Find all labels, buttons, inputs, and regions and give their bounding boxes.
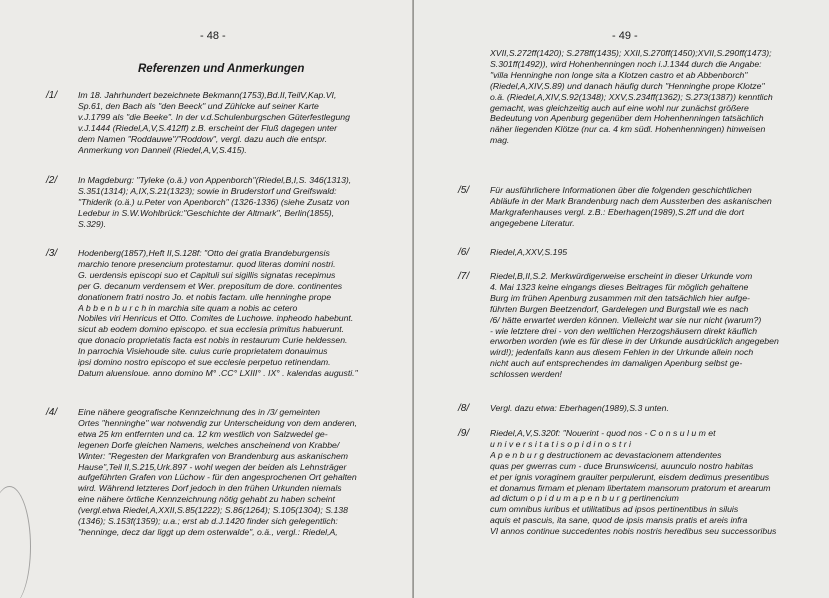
text-line: Nobiles viri Henricus et Otto. Comites de Luchowe. inpheodo habebunt. xyxy=(78,313,354,324)
text-line: Burg im frühen Apenburg zusammen mit den tatsächlich hier aufge- xyxy=(490,292,750,303)
page-curl-mark xyxy=(0,486,31,598)
text-line: VI annos continue succedentes nobis nostris heredibus seu successoribus xyxy=(490,526,777,537)
footnote-text xyxy=(78,90,394,155)
footnote-ref: /7/ xyxy=(458,271,470,282)
text-line: Vergl. dazu etwa: Eberhagen(1989),S.3 unten. xyxy=(490,403,669,413)
text-line: Für ausführlichere Informationen über die folgenden geschichtlichen xyxy=(490,185,752,195)
text-line: Im 18. Jahrhundert bezeichnete Bekmann(1753),Bd.II,TeilV,Kap.VI, xyxy=(78,90,337,100)
footnote-text xyxy=(490,428,806,537)
text-line: S.301ff(1492)), wird Hohenhenningen noch i.J.1344 durch die Angabe: xyxy=(490,58,762,69)
footnote-text xyxy=(490,185,806,229)
footnote-text xyxy=(490,247,806,258)
text-line: que donacio proprietatis facta est nobis in restaurum Curie heldessen. xyxy=(78,335,348,346)
text-line: gemacht, was gleichzeitig auch auf eine wohl nur zunächst größere xyxy=(490,102,749,113)
text-line: Ortes "henninghe" war notwendig zur Unterscheidung von dem anderen, xyxy=(78,417,358,428)
text-line: Markgrafenhauses vergl. z.B.: Eberhagen(1989),S.2ff und die dort xyxy=(490,206,745,217)
text-line: Sp.61, den Bach als "den Beeck" und Zühlcke auf seiner Karte xyxy=(78,100,319,111)
text-line: "villa Henninghe non longe sita a Klotzen castro et ab Abbenborch" xyxy=(490,69,748,80)
text-line: /6/ hätte erwartet werden können. Vielleicht war sie nur nicht (warum?) xyxy=(490,314,762,325)
text-line: In Magdeburg: "Tyleke (o.ä.) von Appenborch"(Riedel,B,I,S. 346(1313), xyxy=(78,175,352,185)
footnote-ref: /8/ xyxy=(458,403,470,414)
text-line: Abläufe in der Mark Brandenburg nach dem Aussterben des askanischen xyxy=(490,195,772,206)
text-line: aquis et pascuis, ita sane, quod de ipsis mansis pratis et areis infra xyxy=(490,515,748,526)
text-line: cum omnibus iuribus et utilitatibus ad ipsos pertinentibus in siluis xyxy=(490,504,739,515)
text-line: schlossen werden! xyxy=(490,369,562,380)
text-line: Ledebur in S.W.Wohlbrück:"Geschichte der Altmark", Berlin(1855), xyxy=(78,207,335,218)
text-line: führten Burgen Beetzendorf, Gardelegen und Burgstall wie es nach xyxy=(490,303,749,314)
text-line: nicht auch auf entsprechendes im damaligen Apenburg selbst ge- xyxy=(490,358,743,369)
text-line: Anmerkung von Danneil (Riedel,A,V,S.415). xyxy=(78,144,247,155)
text-line: donationem fratri nostro Jo. et nobis factam. ulle henninghe prope xyxy=(78,291,332,302)
footnote-text xyxy=(78,175,394,230)
text-line: dem Namen "Roddauwe"/"Roddow", vergl. dazu auch die entspr. xyxy=(78,133,328,144)
text-line: Eine nähere geografische Kennzeichnung des in /3/ gemeinten xyxy=(78,407,320,417)
text-line: ipsi domino nostro episcopo et sue ecclesie perpetuo retinendam. xyxy=(78,357,331,368)
text-line: marchio tenore presencium protestamur. quod literas domini nostri. xyxy=(78,258,336,269)
text-line: S.329). xyxy=(78,218,107,229)
text-line: v.J.1799 als "die Beeke". In der v.d.Schulenburgschen Güterfestlegung xyxy=(78,111,350,122)
text-line: Hodenberg(1857),Heft II,S.128f: "Otto dei gratia Brandeburgensis xyxy=(78,248,330,258)
text-line: G. uerdensis episcopi suo et Capituli sui sigillis signatas recepimus xyxy=(78,269,336,280)
text-line: mag. xyxy=(490,135,510,146)
footnote-text xyxy=(490,48,806,146)
footnote-text xyxy=(490,271,806,380)
text-line: Bedeutung von Apenburg gegenüber dem Hohenhenningen tatsächlich xyxy=(490,113,764,124)
left-page xyxy=(0,0,414,598)
text-line: - wie letztere drei - von den weltlichen Herzogshäusern direkt käuflich xyxy=(490,325,758,336)
text-line: In parrochia Visiehoude site. cuius curie proprietatem donauimus xyxy=(78,346,328,357)
text-line: et per ignis voraginem grauiter perpulerunt, eisdem dedimus presentibus xyxy=(490,471,770,482)
text-line: u n i v e r s i t a t i s o p i d i n o s t r i xyxy=(490,438,631,449)
text-line: näher liegenden Klötze (nur ca. 4 km südl. Hohenhenningen) hinweisen xyxy=(490,124,766,135)
text-line: angegebene Literatur. xyxy=(490,217,575,228)
text-line: Datum aluensloue. anno domino M° .CC° LXIII° . IX° . kalendas augusti." xyxy=(78,367,358,378)
text-line: Hause",Teil II,S.215,Urk.897 - wohl wegen der beiden als Lehnsträger xyxy=(78,461,347,472)
text-line: per G. decanum verdensem et Wer. prepositum de dore. continentes xyxy=(78,280,343,291)
text-line: wird!); jedenfalls kann aus diesem Fehlen in der Urkunde allein noch xyxy=(490,347,754,358)
text-line: Riedel,A,V,S.320f: "Nouerint - quod nos - C o n s u l u m et xyxy=(490,428,716,438)
text-line: legenen Dorfe gleichen Namens, welches anscheinend von Krabbe/ xyxy=(78,439,340,450)
right-page xyxy=(414,0,829,598)
text-line: v.J.1444 (Riedel,A,V,S.412ff) z.B. erscheint der Fluß dagegen unter xyxy=(78,122,337,133)
footnote-ref: /6/ xyxy=(458,247,470,258)
footnote-text xyxy=(78,248,394,379)
text-line: "Thiderik (o.ä.) u.Peter von Apenborch" (1326-1336) (siehe Zusatz von xyxy=(78,196,350,207)
footnote-text xyxy=(490,403,806,414)
footnote-ref: /5/ xyxy=(458,185,470,196)
text-line: A b b e n b u r c h in marchia site quam a nobis ac cetero xyxy=(78,302,298,313)
text-line: wird. Während letzteres Dorf jedoch in den frühen Urkunden niemals xyxy=(78,483,342,494)
text-line: XVII,S.272ff(1420); S.278ff(1435); XXII,S.270ff(1450);XVII,S.290ff(1473); xyxy=(490,48,772,58)
text-line: "henninge, decz dar liggt up dem osterwalde", o.ä., vergl.: Riedel,A, xyxy=(78,526,338,537)
text-line: o.ä. (Riedel,A,XIV,S.92(1348); XXV,S.234ff(1362); S.273(1387)) kenntlich xyxy=(490,91,773,102)
text-line: Winter: "Regesten der Markgrafen von Brandenburg aus askanischem xyxy=(78,450,349,461)
footnote-ref: /9/ xyxy=(458,428,470,439)
text-line: etwa 25 km entfernten und ca. 12 km westlich von Salzwedel ge- xyxy=(78,428,328,439)
footnote-ref: /4/ xyxy=(46,407,58,418)
section-heading: Referenzen und Anmerkungen xyxy=(138,63,305,75)
footnote-ref: /1/ xyxy=(46,90,58,101)
text-line: Riedel,B,II,S.2. Merkwürdigerweise erscheint in dieser Urkunde vom xyxy=(490,271,753,281)
text-line: S.351(1314); A,IX,S.21(1323); sowie in Bruderstorf und Greifswald: xyxy=(78,185,337,196)
footnote-ref: /2/ xyxy=(46,175,58,186)
text-line: ad dictum o p i d u m a p e n b u r g pertinencium xyxy=(490,493,679,504)
text-line: erworben worden (wie es für diese in der Urkunde ausdrücklich angegeben xyxy=(490,336,779,347)
page-number: - 49 - xyxy=(612,30,638,42)
text-line: (Riedel,A,XIV,S.89) und danach häufig durch "Henninghe prope Klotze" xyxy=(490,80,765,91)
text-line: (1346); S.153f(1359); u.a.; erst ab d.J.1420 finder sich gelegentlich: xyxy=(78,516,338,527)
text-line: aufgeführten Grafen von Lüchow - für den angesprochenen Ort gehalten xyxy=(78,472,357,483)
text-line: Riedel,A,XXV,S.195 xyxy=(490,247,568,257)
text-line: eine nähere örtliche Kennzeichnung nötig gehabt zu haben scheint xyxy=(78,494,335,505)
footnote-ref: /3/ xyxy=(46,248,58,259)
page-number: - 48 - xyxy=(200,30,226,42)
footnote-text xyxy=(78,407,394,538)
text-line: sicut ab eodem domino episcopo. et sua ecclesia primitus habuerunt. xyxy=(78,324,345,335)
text-line: 4. Mai 1323 keine eingangs dieses Beitrages für möglich gehaltene xyxy=(490,281,749,292)
text-line: et donamus firmam et plenam libertatem mansorum pratorum et arearum xyxy=(490,482,771,493)
text-line: (vergl.etwa Riedel,A,XXII,S.85(1222); S.86(1264); S.105(1304); S.138 xyxy=(78,505,348,516)
text-line: A p e n b u r g destructionem ac devastacionem attendentes xyxy=(490,449,722,460)
text-line: quas per gwerras cum - duce Brunswicensi, auunculo nostro habitas xyxy=(490,460,754,471)
